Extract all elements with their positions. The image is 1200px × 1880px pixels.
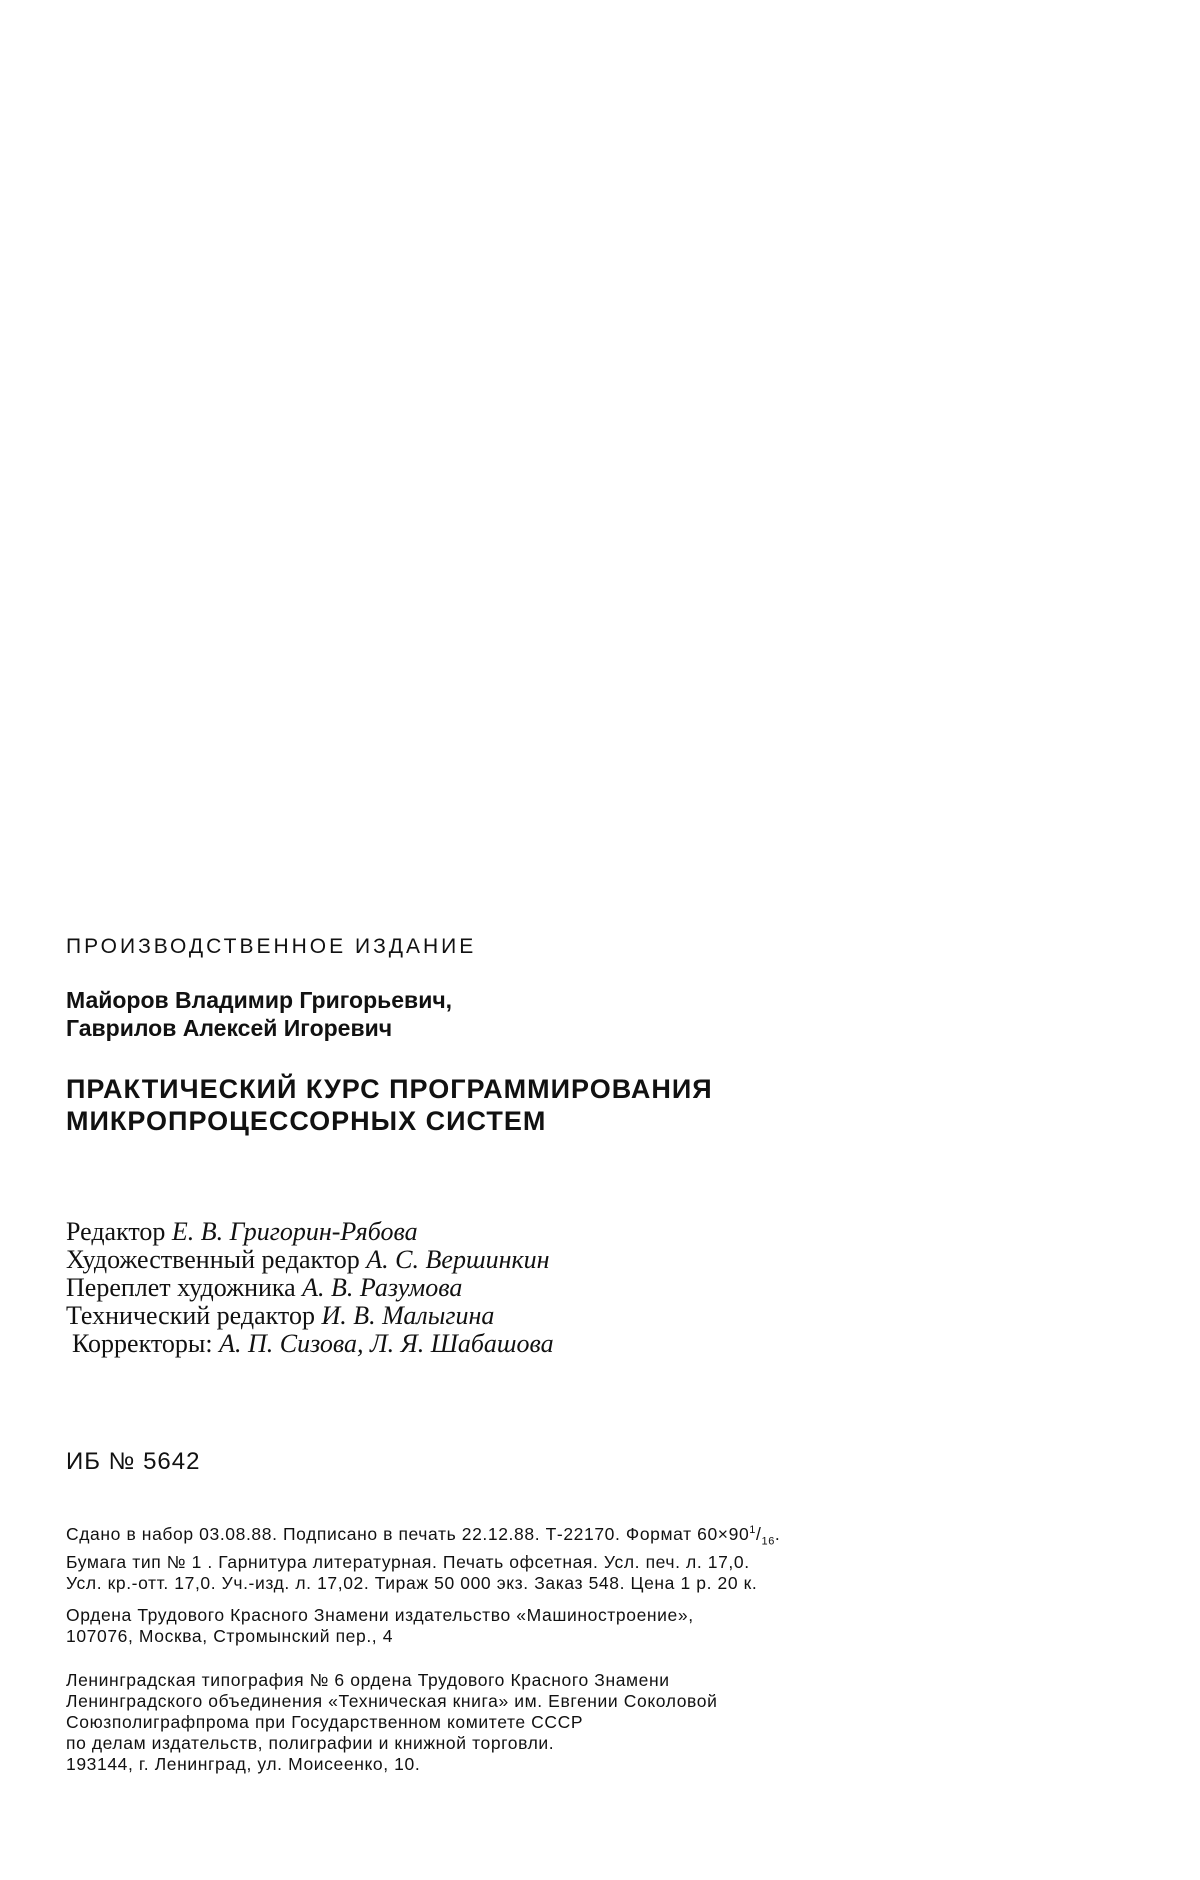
print-info-text: Сдано в набор 03.08.88. Подписано в печать 22.12.88. Т-22170. Формат 60×90 — [66, 1523, 750, 1544]
credit-binding-artist — [66, 1274, 1146, 1302]
credit-role: Редактор — [66, 1217, 166, 1246]
printer-line: 193144, г. Ленинград, ул. Моисеенко, 10. — [66, 1754, 421, 1774]
print-info-text: . — [774, 1523, 781, 1544]
credit-name: А. В. Разумова — [302, 1273, 463, 1302]
publisher-info — [66, 1605, 1146, 1647]
credit-role: Художественный редактор — [66, 1245, 360, 1274]
credit-name: И. В. Малыгина — [321, 1301, 495, 1330]
credit-name: Е. В. Григорин-Рябова — [171, 1217, 418, 1246]
book-title — [66, 1073, 1146, 1137]
credit-name: А. П. Сизова, Л. Я. Шабашова — [219, 1329, 554, 1358]
format-fraction-numerator: 1 — [749, 1524, 757, 1536]
author-name: Майоров Владимир Григорьевич, — [66, 987, 453, 1013]
credits — [66, 1218, 1146, 1358]
publisher-line: Ордена Трудового Красного Знамени издательство «Машиностроение», — [66, 1605, 694, 1625]
print-info-line: Бумага тип № 1 . Гарнитура литературная. Печать офсетная. Усл. печ. л. 17,0. — [66, 1552, 750, 1573]
credit-name: А. С. Вершинкин — [366, 1245, 550, 1274]
credit-role: Корректоры: — [72, 1329, 213, 1358]
book-title-line: ПРАКТИЧЕСКИЙ КУРС ПРОГРАММИРОВАНИЯ — [66, 1074, 713, 1104]
edition-type: ПРОИЗВОДСТВЕННОЕ ИЗДАНИЕ — [66, 935, 477, 958]
printer-line: Союзполиграфпрома при Государственном комитете СССР — [66, 1712, 584, 1732]
printer-line: по делам издательств, полиграфии и книжной торговли. — [66, 1733, 555, 1753]
printer-line: Ленинградская типография № 6 ордена Трудового Красного Знамени — [66, 1670, 670, 1690]
credit-technical-editor — [66, 1302, 1146, 1330]
print-info-line: Сдано в набор 03.08.88. Подписано в печать 22.12.88. Т-22170. Формат $60\times 90^1/_{16}$. — [66, 1523, 781, 1548]
credit-role: Технический редактор — [66, 1301, 315, 1330]
ib-number: ИБ № 5642 — [66, 1448, 201, 1475]
print-info-line: Усл. кр.-отт. 17,0. Уч.-изд. л. 17,02. Тираж 50 000 экз. Заказ 548. Цена 1 р. 20 к. — [66, 1573, 758, 1594]
publisher-line: 107076, Москва, Стромынский пер., 4 — [66, 1626, 394, 1646]
print-info — [66, 1520, 1146, 1594]
printer-line: Ленинградского объединения «Техническая книга» им. Евгении Соколовой — [66, 1691, 718, 1711]
format-fraction-denominator: 16 — [761, 1535, 775, 1548]
credit-proofreaders — [66, 1330, 1146, 1358]
printer-info — [66, 1670, 1146, 1775]
authors — [66, 986, 1146, 1042]
credit-role: Переплет художника — [66, 1273, 296, 1302]
author-name: Гаврилов Алексей Игоревич — [66, 1015, 393, 1041]
credit-editor — [66, 1218, 1146, 1246]
book-title-line: МИКРОПРОЦЕССОРНЫХ СИСТЕМ — [66, 1106, 547, 1136]
credit-art-editor — [66, 1246, 1146, 1274]
